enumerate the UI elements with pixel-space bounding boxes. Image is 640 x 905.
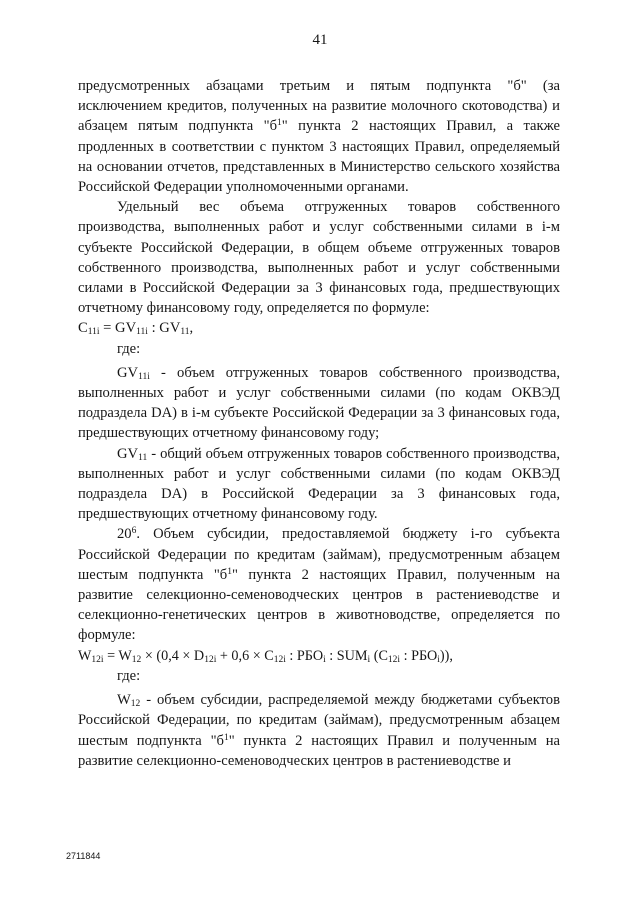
formula-w12i: $W_{12i} = W_{12} \times (0,4 \times D_{12i} + 0,6 \times C_{12i}$ : $РБО_i$ : $SUM_i$ ($C_{12i}$ : $РБО_i$)), [78, 647, 453, 665]
document-body [78, 76, 560, 771]
where-label: где: [117, 340, 141, 357]
where-label-2: где: [117, 667, 141, 684]
definition-gv11i: $GV_{11i}$ - объем отгруженных товаров собственного производства, выполненных работ и услуг собственными силами (по кодам ОКВЭД подраздела DA) в i-м субъекте Российской Федерации за 3 финансовых года, предшествующих отчетному финансовому году; [78, 364, 560, 442]
paragraph-continuation: предусмотренных абзацами третьим и пятым подпункта "б" (за исключением кредитов, полученных на развитие молочного скотоводства) и абзацем пятым подпункта "$б^1$" пункта 2 настоящих Правил, а также продленных в соответствии с пунктом 3 настоящих Правил, определяемый на основании отчетов, представленных в Министерство сельского хозяйства Российской Федерации уполномоченными органами. [78, 78, 560, 196]
formula-c11i: $C_{11i} = GV_{11i}$ : $GV_{11}$, [78, 320, 194, 338]
definition-gv11: $GV_{11}$ - общий объем отгруженных товаров собственного производства, выполненных работ и услуг собственными силами (по кодам ОКВЭД подраздела DA) в Российской Федерации за 3 финансовых года, предшествующих отчетному финансовому году. [78, 445, 560, 523]
page-number: 41 [312, 32, 328, 48]
document-code: 2711844 [66, 851, 101, 861]
paragraph-20-6: $20^6$. Объем субсидии, предоставляемой бюджету i-го субъекта Российской Федерации по кредитам (займам), предусмотренным абзацем шестым подпункта "$б^1$" пункта 2 настоящих Правил, полученным на развитие селекционно-семеноводческих центров в растениеводстве и селекционно-генетических центров в животноводстве, определяется по формуле: [78, 526, 560, 644]
paragraph-share-definition: Удельный вес объема отгруженных товаров собственного производства, выполненных работ и услуг собственными силами в i-м субъекте Российской Федерации, в общем объеме отгруженных товаров собственного производства, выполненных работ и услуг собственными силами в Российской Федерации за 3 финансовых года, предшествующих отчетному финансовому году, определяется по формуле: [78, 199, 560, 317]
definition-w12: $W_{12}$ - объем субсидии, распределяемой между бюджетами субъектов Российской Федерации, по кредитам (займам), предусмотренным абзацем шестым подпункта "$б^1$" пункта 2 настоящих Правил и полученным на развитие селекционно-семеноводческих центров в растениеводстве и [78, 692, 560, 769]
